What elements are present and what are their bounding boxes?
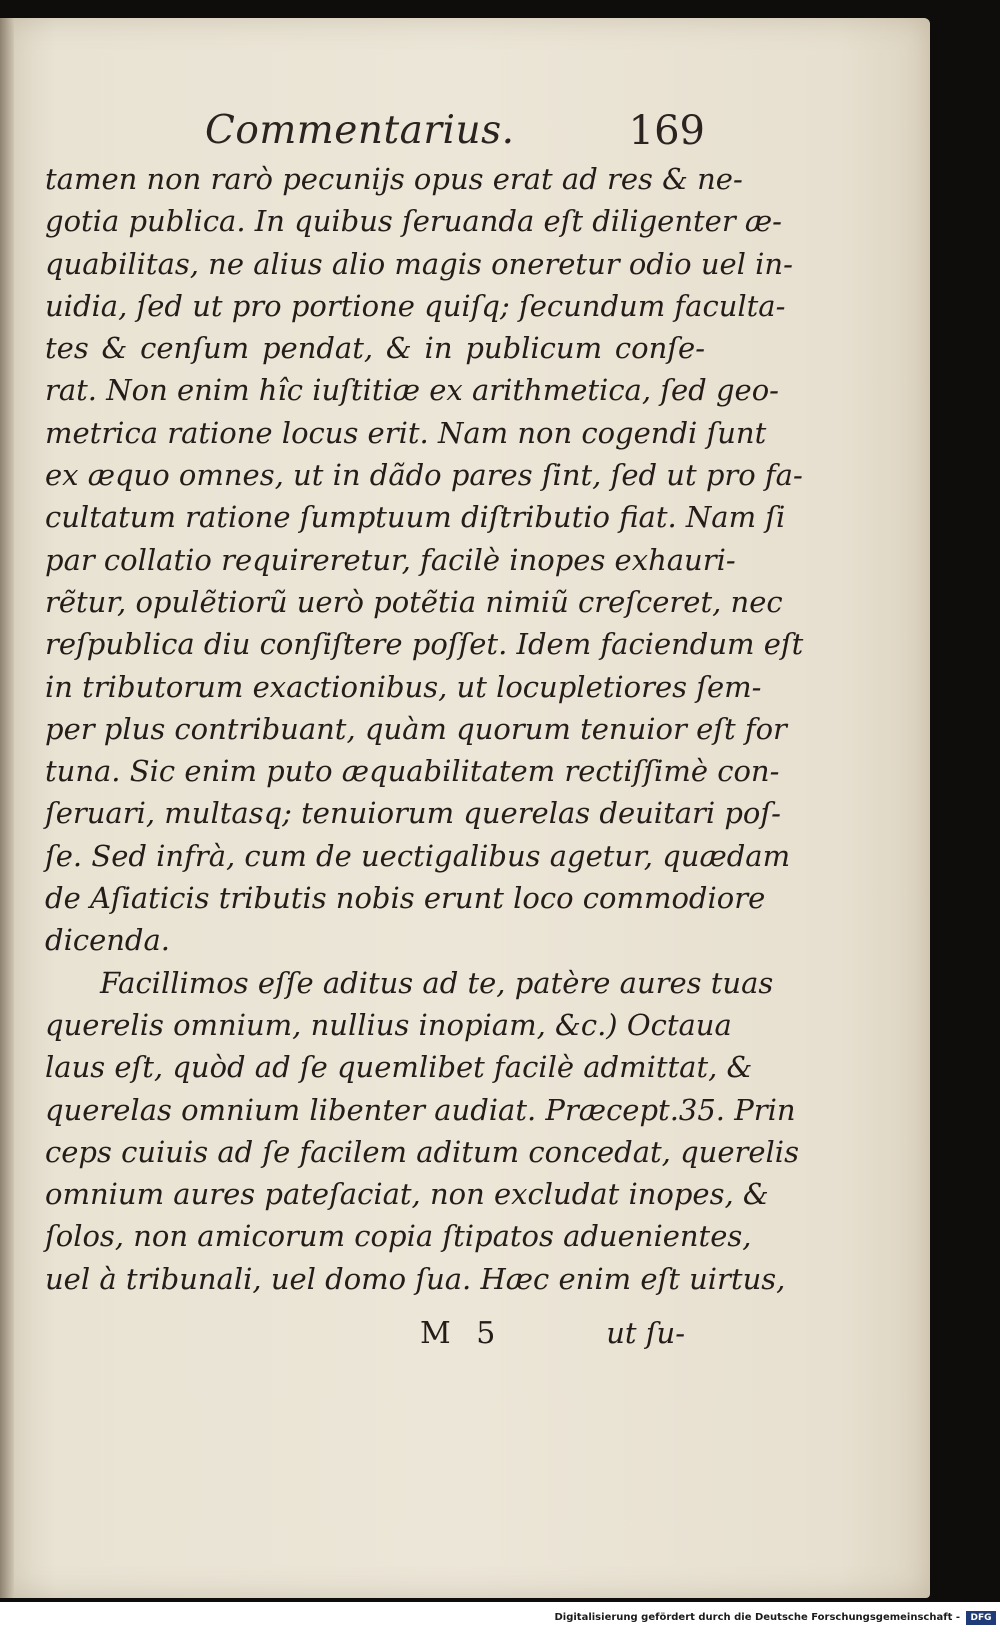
- text-line: laus eſt, quòd ad ſe quemlibet facilè admittat, &: [45, 1050, 753, 1085]
- text-line: querelas omnium libenter audiat. Præcept.35. Prin: [45, 1092, 796, 1127]
- page-gutter: [0, 18, 14, 1598]
- text-line: ſe. Sed infrà, cum de uectigalibus agetur, quædam: [45, 838, 791, 873]
- text-line: metrica ratione locus erit. Nam non cogendi ſunt: [45, 415, 767, 450]
- dfg-logo-icon: DFG: [966, 1611, 996, 1625]
- page-number: 169: [628, 108, 705, 154]
- page-header: [205, 108, 705, 158]
- text-line: in tributorum exactionibus, ut locupletiores ſem-: [45, 669, 762, 704]
- text-line-paragraph-start: Facillimos eſſe aditus ad te, patère aures tuas: [100, 965, 774, 1000]
- footer-credit: Digitalisierung gefördert durch die Deutsche Forschungsgemeinschaft -: [554, 1612, 960, 1623]
- text-line: tes & cenſum pendat, & in publicum conſe-: [45, 331, 705, 366]
- text-line: uidia, ſed ut pro portione quiſq; ſecundum faculta-: [45, 288, 786, 323]
- signature-mark: M 5: [420, 1316, 504, 1351]
- signature-line: [420, 1316, 685, 1356]
- catchword: ut ſu-: [606, 1316, 685, 1350]
- text-line: ſeruari, multasq; tenuiorum querelas deuitari poſ-: [45, 796, 781, 831]
- text-line: ſolos, non amicorum copia ſtipatos aduenientes,: [45, 1219, 752, 1254]
- text-line: omnium aures pateſaciat, non excludat inopes, &: [45, 1177, 769, 1212]
- text-line: cultatum ratione ſumptuum diſtributio fiat. Nam ſi: [45, 500, 786, 535]
- running-title: Commentarius.: [205, 108, 515, 153]
- text-line: ceps cuiuis ad ſe facilem aditum concedat, querelis: [45, 1134, 799, 1169]
- text-line: dicenda.: [45, 923, 170, 958]
- text-line: querelis omnium, nullius inopiam, &c.) Octaua: [45, 1007, 732, 1042]
- text-line: par collatio requireretur, facilè inopes exhauri-: [45, 542, 736, 577]
- text-line: per plus contribuant, quàm quorum tenuior eſt for: [45, 711, 787, 746]
- text-line: tuna. Sic enim puto æquabilitatem rectiſſimè con-: [45, 754, 780, 789]
- text-line: quabilitas, ne alius alio magis oneretur odio uel in-: [45, 246, 793, 281]
- text-line: ex æquo omnes, ut in dãdo pares ſint, ſed ut pro fa-: [45, 458, 803, 493]
- text-line: tamen non rarò pecunijs opus erat ad res & ne-: [45, 162, 743, 196]
- footer-bar: [0, 1602, 1000, 1632]
- text-line: rat. Non enim hîc iuſtitiæ ex arithmetica, ſed geo-: [45, 373, 779, 408]
- text-line: rẽtur, opulẽtiorũ uerò potẽtia nimiũ creſceret, nec: [45, 584, 783, 619]
- text-line: uel à tribunali, uel domo ſua. Hæc enim eſt uirtus,: [45, 1261, 786, 1296]
- text-line: gotia publica. In quibus ſeruanda eſt diligenter æ-: [45, 204, 782, 239]
- body-text: [45, 158, 804, 1300]
- text-line: reſpublica diu conſiſtere poſſet. Idem faciendum eſt: [45, 627, 804, 662]
- text-line: de Aſiaticis tributis nobis erunt loco commodiore: [45, 881, 766, 916]
